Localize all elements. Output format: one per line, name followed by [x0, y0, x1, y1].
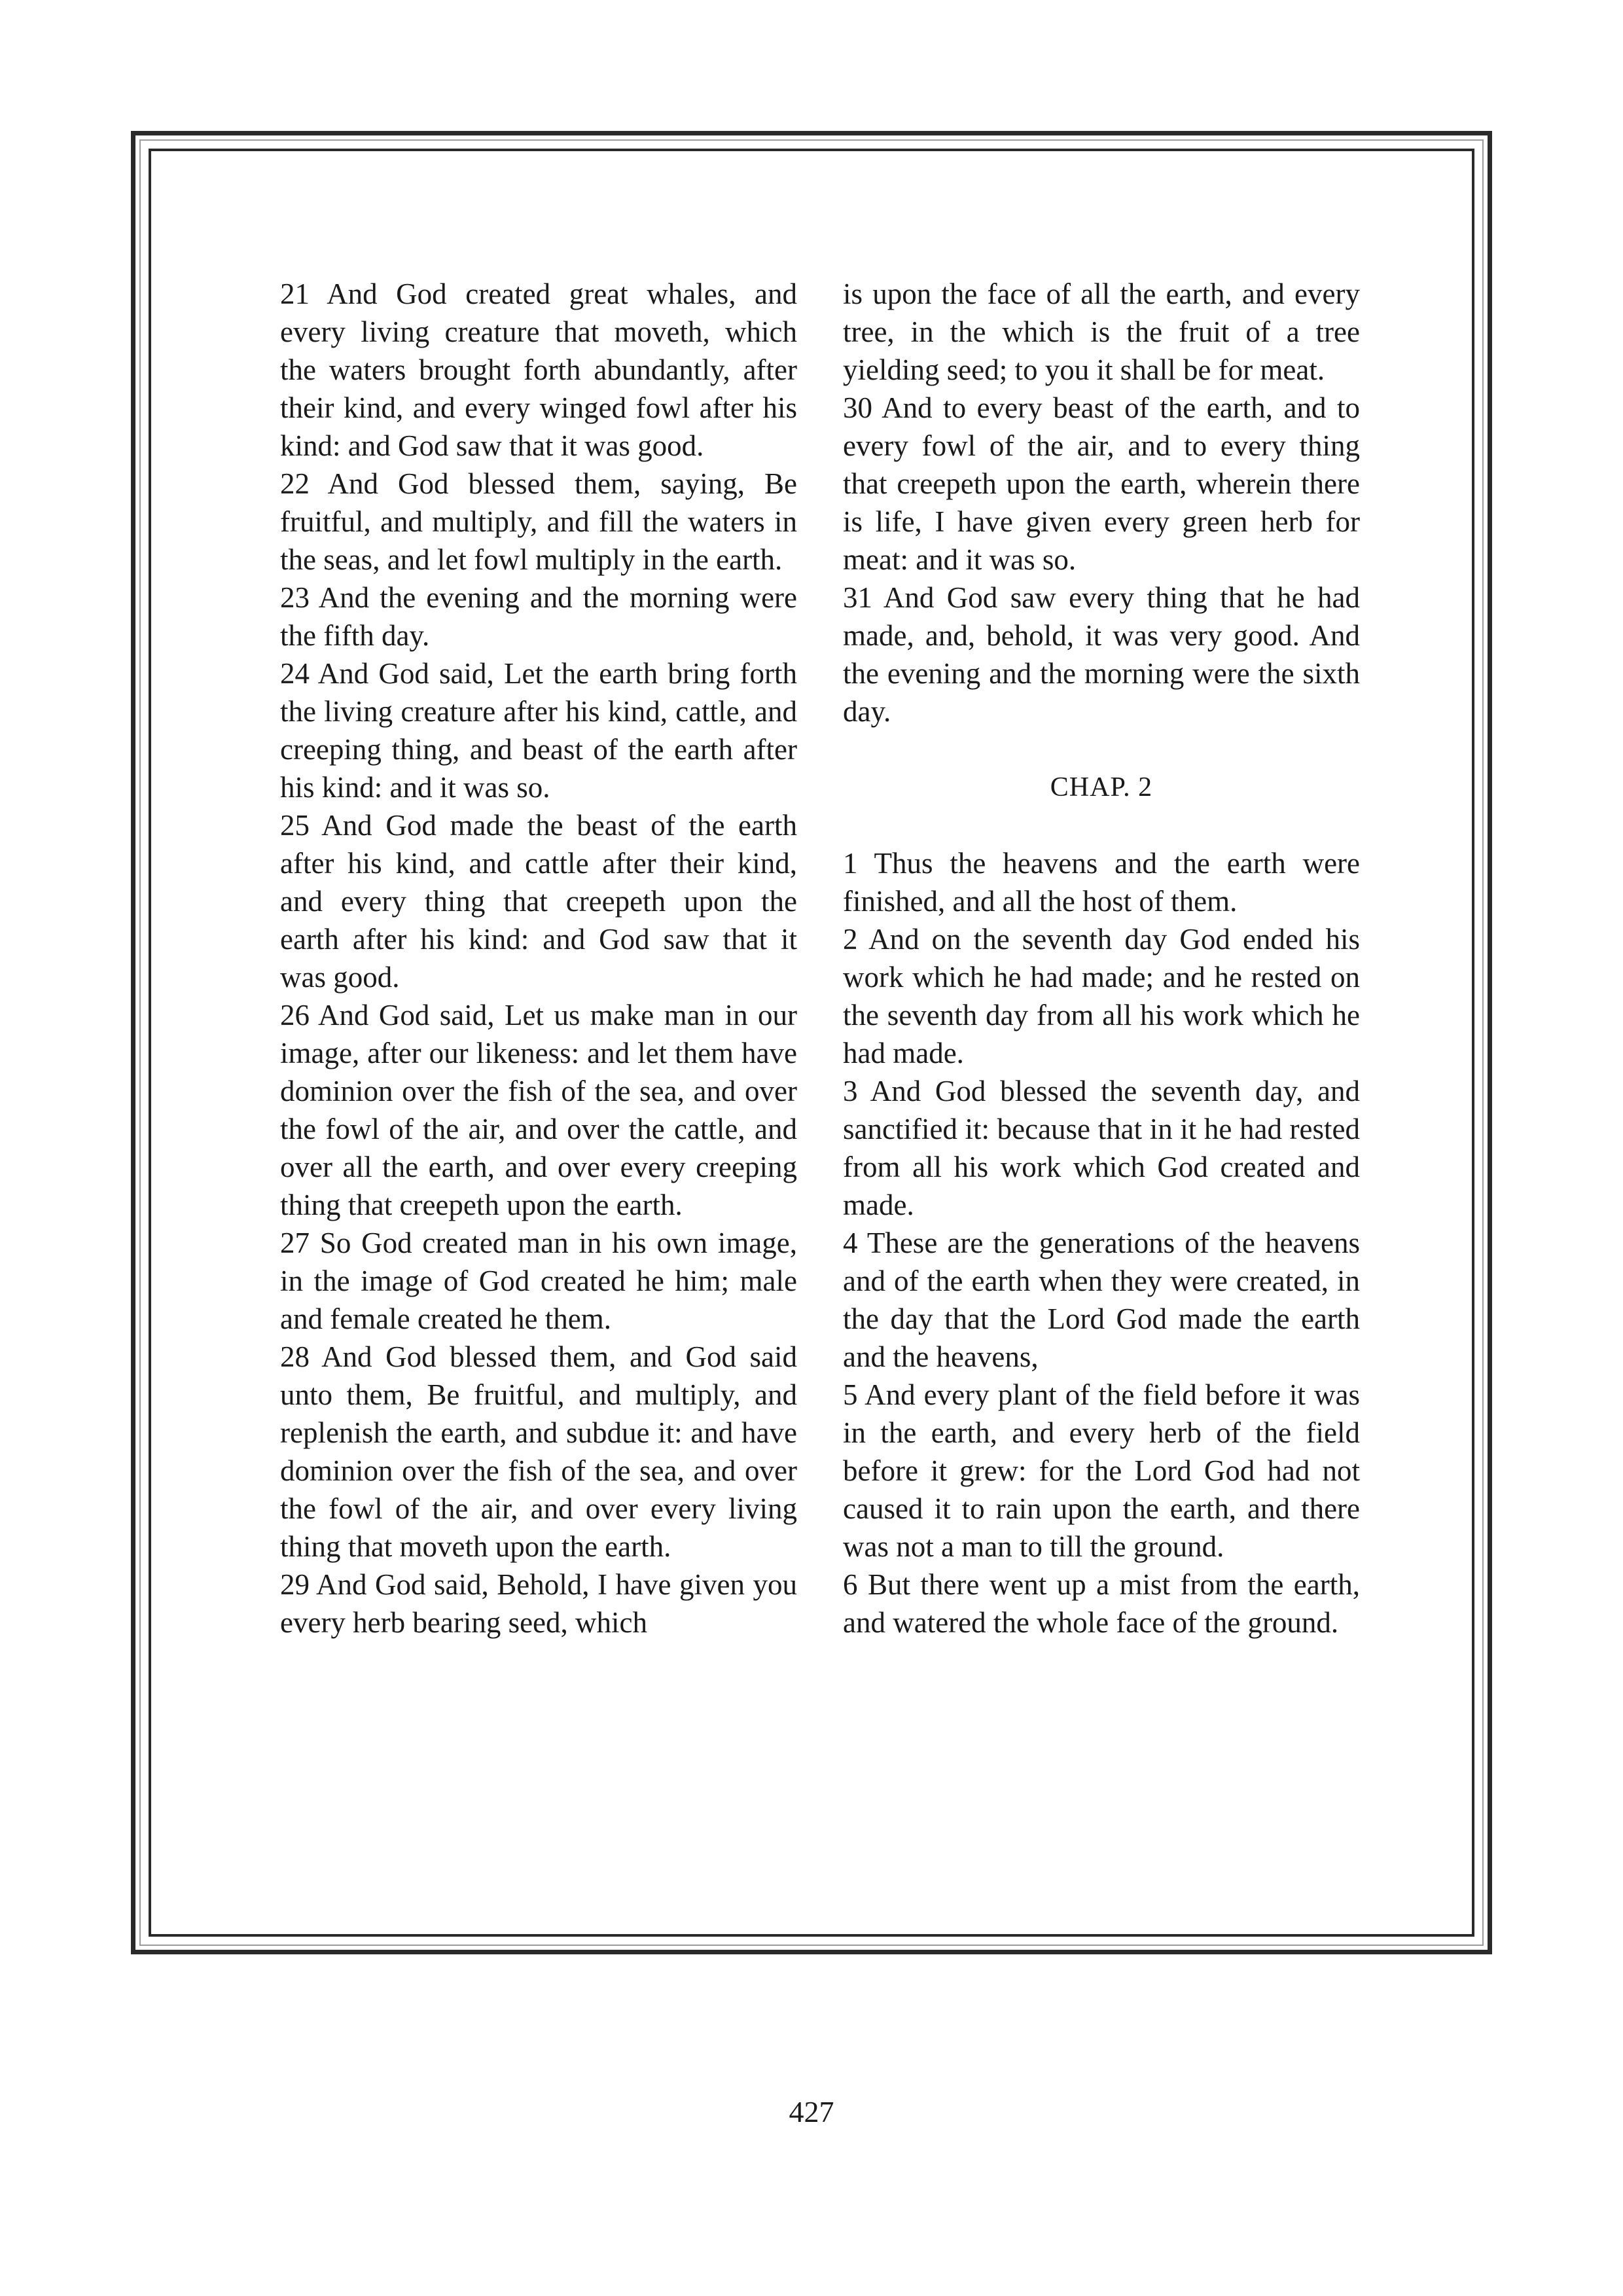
chap2-verse-3: 3 And God blessed the seventh day, and sanctified it: because that in it he had rested from all his work which God created and made.: [843, 1075, 1360, 1221]
verse-25: 25 And God made the beast of the earth after his kind, and cattle after their kind, and every thing that creepeth upon the earth after his kind: and God saw that it was good.: [280, 809, 797, 994]
verse-31: 31 And God saw every thing that he had made, and, behold, it was very good. And the evening and the morning were the sixth day.: [843, 581, 1360, 728]
verse-28: 28 And God blessed them, and God said unto them, Be fruitful, and multiply, and replenish the earth, and subdue it: and have dominion over the fish of the sea, and over the fowl of the air, and over every living thing that moveth upon the earth.: [280, 1340, 797, 1563]
left-column: [280, 275, 797, 1641]
chap2-verse-6: 6 But there went up a mist from the earth, and watered the whole face of the ground.: [843, 1568, 1360, 1639]
chap2-verse-5: 5 And every plant of the field before it was in the earth, and every herb of the field before it grew: for the Lord God had not caused it to rain upon the earth, and there was not a man to till the ground.: [843, 1378, 1360, 1563]
chap2-verse-1: 1 Thus the heavens and the earth were finished, and all the host of them.: [843, 847, 1360, 918]
verse-30: 30 And to every beast of the earth, and to every fowl of the air, and to every thing that creepeth upon the earth, wherein there is life, I have given every green herb for meat: and it was so.: [843, 391, 1360, 576]
verse-27: 27 So God created man in his own image, in the image of God created he him; male and female created he them.: [280, 1227, 797, 1335]
verse-21: 21 And God created great whales, and every living creature that moveth, which the waters brought forth abundantly, after their kind, and every winged fowl after his kind: and God saw that it was good.: [280, 278, 797, 462]
chap2-verse-2: 2 And on the seventh day God ended his work which he had made; and he rested on the seventh day from all his work which he had made.: [843, 923, 1360, 1069]
verse-29-end: is upon the face of all the earth, and every tree, in the which is the fruit of a tree yielding seed; to you it shall be for meat.: [843, 278, 1360, 386]
page-number: 427: [789, 2095, 834, 2128]
chapter-heading: CHAP. 2: [1050, 772, 1153, 802]
chap2-verse-4: 4 These are the generations of the heavens and of the earth when they were created, in the day that the Lord God made the earth and the heavens,: [843, 1227, 1360, 1373]
verse-23: 23 And the evening and the morning were the fifth day.: [280, 581, 797, 652]
right-column: [843, 275, 1360, 1641]
verse-29-start: 29 And God said, Behold, I have given you every herb bearing seed, which: [280, 1568, 797, 1639]
verse-24: 24 And God said, Let the earth bring forth the living creature after his kind, cattle, and creeping thing, and beast of the earth after his kind: and it was so.: [280, 657, 797, 804]
verse-26: 26 And God said, Let us make man in our image, after our likeness: and let them have dominion over the fish of the sea, and over the fowl of the air, and over the cattle, and over all the earth, and over every creeping thing that creepeth upon the earth.: [280, 999, 797, 1221]
verse-22: 22 And God blessed them, saying, Be fruitful, and multiply, and fill the waters in the seas, and let fowl multiply in the earth.: [280, 467, 797, 576]
